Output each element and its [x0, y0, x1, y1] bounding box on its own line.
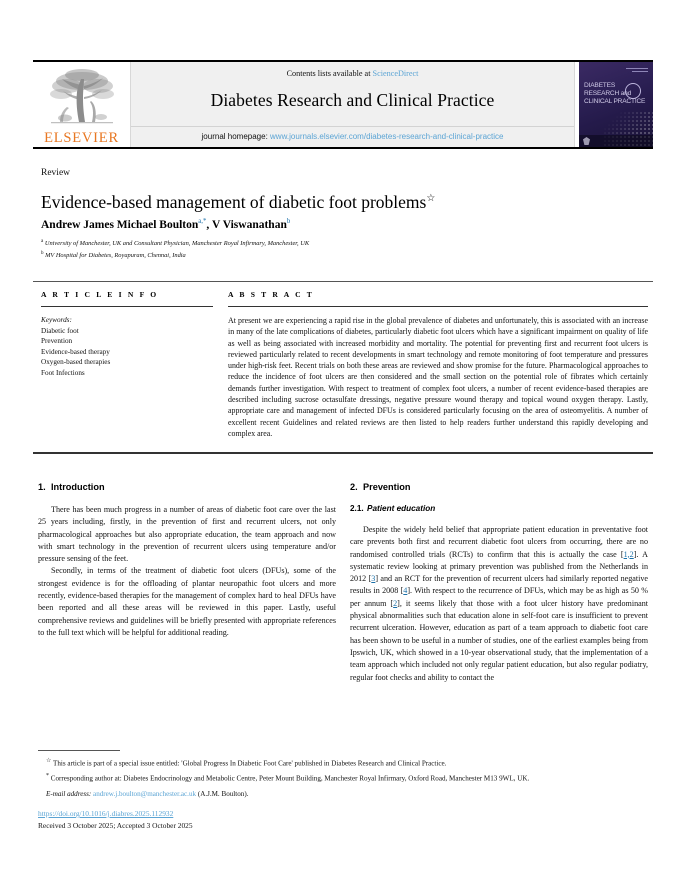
contents-available-line [131, 62, 574, 78]
author-1-affiliation-marker[interactable]: a, [198, 218, 203, 225]
homepage-label: journal homepage: [201, 132, 271, 141]
cover-rule-2 [632, 71, 648, 72]
affiliation-list [41, 237, 641, 260]
footnote-text-2: Corresponding author at: Diabetes Endocrinology and Metabolic Centre, Peter Mount Building, Manchester Royal Infirmary, Oxford Road, Manchester M13 9WL, UK. [50, 774, 530, 783]
footnote-divider [38, 750, 120, 751]
section-title: Introduction [51, 482, 105, 492]
elsevier-logo [33, 62, 130, 147]
author-1-corresponding-marker[interactable]: * [203, 218, 207, 225]
affiliation-a-text: University of Manchester, UK and Consultant Physician, Manchester Royal Infirmary, Manchester, UK [44, 240, 310, 248]
paragraph-fragment: ], it seems likely that those with a foot ulcer history have predominant physical abnormalities such that education alone in self-foot care is insufficient to prevent recurrent ulceration. However, education as part of a team approach to diabetic foot care has been shown to be useful in a number of studies, one of the earliest examples being from Ipswich, UK, which showed in a 10-year observational study, that the implementation of a team approach which included not only regular patient education, but also regular podiatry, regular foot checks and ability to contact the [350, 598, 649, 682]
footnote-marker-1: ☆ [46, 758, 52, 764]
masthead-center [130, 62, 575, 147]
paragraph-fragment: ]. A systematic review looking at primary prevention was published from the Netherlands in 2012 [ [350, 549, 649, 584]
info-block-top-rule [33, 281, 653, 282]
affiliation-a-marker: a [41, 239, 44, 244]
journal-homepage-link[interactable]: www.journals.elsevier.com/diabetes-research-and-clinical-practice [270, 132, 504, 141]
keyword-item: Evidence-based therapy [41, 347, 110, 356]
cover-title-line-3: CLINICAL PRACTICE [584, 98, 646, 105]
paragraph-fragment: ] and an RCT for the prevention of recurrent ulcers had similarly reported negative results in 2008 [ [350, 574, 648, 596]
journal-homepage-bar [131, 126, 574, 147]
paragraph [350, 524, 648, 684]
journal-masthead [33, 60, 653, 148]
contents-prefix: Contents lists available at [286, 69, 373, 78]
doi-line [38, 808, 648, 820]
footnote-text-1: This article is part of a special issue entitled: 'Global Progress In Diabetic Foot Care' published in Diabetes Research and Clinical Practice. [53, 759, 447, 768]
received-accepted-dates: Received 3 October 2025; Accepted 3 October 2025 [38, 821, 193, 830]
paragraph-fragment: ]. With respect to the recurrence of DFUs, which may be as high as 50 % per annum [ [350, 586, 648, 608]
author-2-affiliation-marker[interactable]: b [286, 218, 291, 225]
author-2-name: , V Viswanathan [206, 218, 287, 231]
title-footnote-marker: ☆ [426, 193, 436, 204]
footnote-corresponding-author [38, 771, 648, 785]
paragraph-fragment: Despite the widely held belief that appropriate patient education in preventative foot care prevents both first and recurrent diabetic foot ulcers from occurring, there are no randomised controlled trials (RCTs) to confirm that this is actually the case [ [350, 525, 648, 559]
author-list [41, 218, 641, 231]
elsevier-tree-icon [43, 68, 121, 130]
footnote-email-line [38, 789, 648, 800]
email-owner: (A.J.M. Boulton). [197, 789, 249, 798]
doi-link[interactable]: https://doi.org/10.1016/j.diabres.2025.112932 [38, 809, 174, 818]
email-label: E-mail address: [46, 789, 92, 798]
citation-link[interactable]: 2 [393, 598, 398, 608]
paper-title-text: Evidence-based management of diabetic foot problems [41, 191, 427, 212]
section-number: 2. [350, 482, 358, 492]
abstract-divider [228, 306, 648, 307]
article-type-label: Review [41, 168, 71, 178]
cover-rule-1 [626, 68, 648, 69]
affiliation-b-text: MV Hospital for Diabetes, Royapuram, Chennai, India [45, 251, 186, 259]
sciencedirect-link[interactable]: ScienceDirect [372, 69, 419, 78]
info-block-bottom-rule [33, 452, 653, 454]
keywords-label: Keywords: [41, 316, 72, 324]
subsection-title: Patient education [367, 504, 436, 513]
citation-link[interactable]: 1,2 [623, 549, 634, 559]
section-number: 1. [38, 482, 46, 492]
citation-link[interactable]: 4 [403, 586, 408, 596]
section-heading-prevention [350, 482, 648, 492]
footnote-special-issue [38, 756, 648, 770]
section-heading-introduction [38, 482, 336, 492]
affiliation-b [41, 249, 641, 261]
cover-circle-motif [625, 83, 641, 99]
masthead-bottom-rule [33, 147, 653, 149]
subsection-number: 2.1. [350, 504, 364, 513]
doi-and-dates-block [38, 808, 648, 832]
cover-title-line-2: RESEARCH and [584, 90, 632, 97]
article-info-block [41, 290, 213, 378]
paragraph: There has been much progress in a number of areas of diabetic foot care over the last 25 years including, firstly, in the prevention of first and recurrent ulcers, not only pharmacological approaches but also appropriate education, the team approach and now with smart technology in the prevention of recurrent ulcers using temperature and/or pressure sensing of the feet. [38, 505, 336, 564]
affiliation-a [41, 237, 641, 249]
article-info-heading: A R T I C L E I N F O [41, 290, 159, 299]
article-info-divider [41, 306, 213, 307]
email-link[interactable]: andrew.j.boulton@manchester.ac.uk [93, 789, 197, 798]
footnote-marker-2: * [46, 772, 49, 779]
citation-link[interactable]: 3 [371, 574, 376, 584]
keyword-item: Diabetic foot [41, 326, 79, 335]
elsevier-wordmark: ELSEVIER [44, 129, 119, 146]
affiliation-b-marker: b [41, 250, 44, 256]
paragraph: Secondly, in terms of the treatment of diabetic foot ulcers (DFUs), some of the strongest evidence is for the offloading of plantar neuropathic foot ulcers and more recently, evidence-based therapies for the management of complex hard to heal DFUs have been reported and all these areas will be reviewed in this paper. Lastly, useful comprehensive reviews and guidelines will be briefly presented with appropriate references to the full text which will be helpful for additional reading. [38, 566, 336, 637]
keyword-item: Oxygen-based therapies [41, 358, 111, 366]
abstract-heading: A B S T R A C T [228, 290, 314, 299]
abstract-text: At present we are experiencing a rapid rise in the global prevalence of diabetes and unfortunately, this is associated with an increase in many of the late complications of diabetes, particularly diabetic foot ulcers which have a significant impairment on quality of life as well as being associated with increased morbidity and mortality. The potential for preventing first and recurrent foot ulcers is reviewed particularly related to recent developments in smart technology and remote monitoring of foot temperature and pressures under high-risk feet. Recent trials on both these areas are reviewed and show promise for the future. Pharmacological approaches to reduce the incidence of foot ulcers are then considered and the small section on the potential role of fibrates which certainly demands further investigation. With respect to treatment of complex foot ulcers, a number of recent evidence-based therapies are described including sucrose octasulfate dressings, negative pressure wound therapy and topical wound oxygen therapy. Lastly, appropriate care and management of infected DFUs is considered particularly focusing on the area of osteomyelitis. A number of excellent recent Guidelines and related reviews are then listed to help readers further understand this rapidly developing and complex area. [228, 316, 648, 438]
cover-image [579, 62, 653, 147]
journal-cover-thumbnail [575, 62, 653, 147]
cover-bottom-bar [579, 135, 653, 147]
subsection-heading-patient-education [350, 504, 648, 513]
cover-title-line-1: DIABETES [584, 82, 616, 89]
body-column-right [350, 482, 648, 684]
page-title [41, 188, 641, 213]
journal-title: Diabetes Research and Clinical Practice [210, 90, 495, 110]
abstract-block [228, 290, 648, 439]
keyword-item: Prevention [41, 337, 73, 345]
author-1-name: Andrew James Michael Boulton [41, 218, 199, 231]
footnotes-block [38, 756, 648, 801]
section-title: Prevention [363, 482, 411, 492]
body-column-left [38, 482, 336, 639]
keyword-item: Foot Infections [41, 368, 85, 377]
